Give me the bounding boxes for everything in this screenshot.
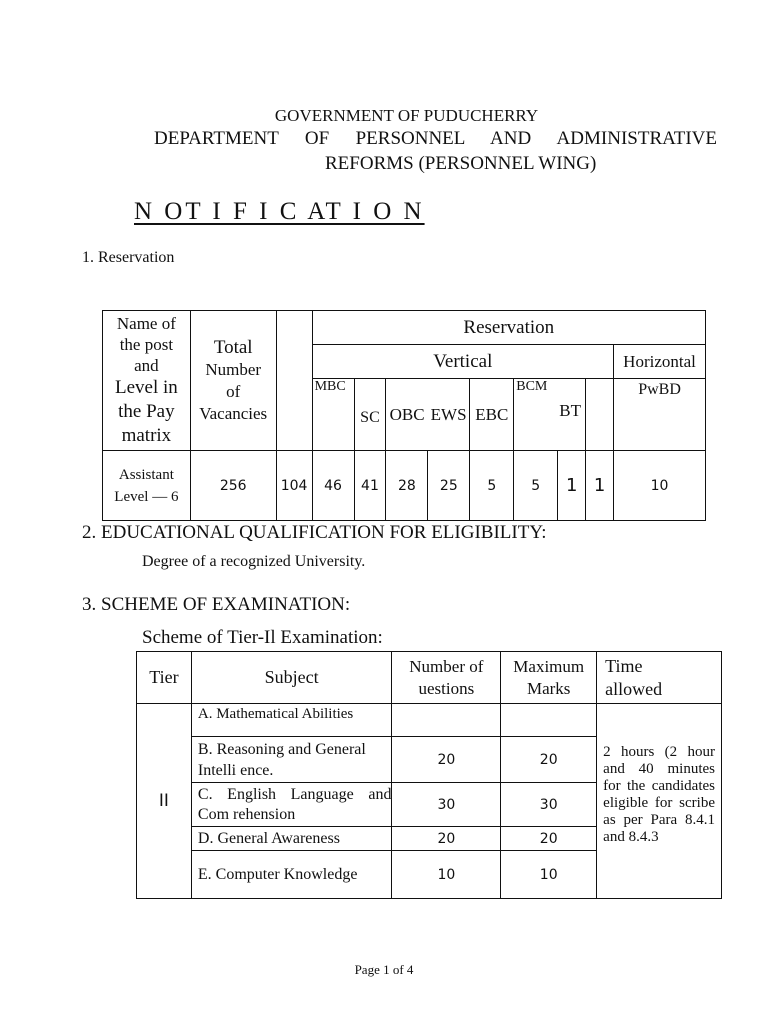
sub-pwbd: PwBD [614,379,706,451]
questions-cell: 20 [392,737,501,783]
questions-cell: 20 [392,827,501,851]
th-tier: Tier [137,652,192,704]
subject-cell: A. Mathematical Abilities [191,704,392,737]
section-reservation-heading: 1. Reservation [82,249,175,266]
sub-ebc: EBC [470,379,514,451]
sub-bcm-bt [514,379,586,451]
subject-cell: E. Computer Knowledge [191,851,392,899]
sub-ews: EWS [428,379,470,451]
blank-header-cell [276,311,312,451]
tier-cell: II [137,704,192,899]
th-marks: Maximum Marks [501,652,597,704]
sub-mbc: MBC [312,379,354,451]
section-education-heading: 2. EDUCATIONAL QUALIFICATION FOR ELIGIBILITY: [82,522,547,543]
value-cell: 104 [276,451,312,521]
questions-cell: 10 [392,851,501,899]
col-post-name: Name of the post and Level in the Pay matrix [103,311,191,451]
table-row [137,704,722,737]
value-cell: 41 [354,451,386,521]
value-cell: 25 [428,451,470,521]
table-row [103,451,706,521]
page-number: Page 1 of 4 [354,962,414,977]
value-cell: 46 [312,451,354,521]
header-wing: REFORMS (PERSONNEL WING) [325,153,597,174]
reservation-header: Reservation [312,311,705,345]
subject-cell: D. General Awareness [191,827,392,851]
horizontal-header: Horizontal [614,345,706,379]
sub-bt: BT [559,401,581,420]
sub-blank [586,379,614,451]
education-text: Degree of a recognized University. [142,553,366,570]
notification-title: N OT I F I C AT I O N [134,198,425,225]
th-subject: Subject [191,652,392,704]
th-time: Time allowed [597,652,722,704]
reservation-table [102,310,706,521]
marks-cell: 20 [501,827,597,851]
section-scheme-heading: 3. SCHEME OF EXAMINATION: [82,594,351,615]
sub-obc: OBC [386,379,428,451]
value-cell: 1 [558,451,586,521]
scheme-subheading: Scheme of Tier-Il Examination: [142,627,383,648]
post-name-cell: Assistant Level — 6 [103,451,191,521]
marks-cell: 30 [501,783,597,827]
sub-sc: SC [354,379,386,451]
header-government: GOVERNMENT OF PUDUCHERRY [274,106,539,125]
total-cell: 256 [190,451,276,521]
questions-cell: 30 [392,783,501,827]
value-cell: 1 [586,451,614,521]
value-cell: 28 [386,451,428,521]
subject-cell: B. Reasoning and General Intelli ence. [191,737,392,783]
col-total-vacancies: Total Number of Vacancies [190,311,276,451]
value-cell: 5 [514,451,558,521]
header-department: DEPARTMENT OF PERSONNEL AND ADMINISTRATIVE [154,128,717,149]
marks-cell: 20 [501,737,597,783]
scheme-table [136,651,722,899]
questions-cell [392,704,501,737]
time-allowed-cell: 2 hours (2 hour and 40 minutes for the candidates eligible for scribe as per Para 8.4.1 and 8.4.3 [597,704,722,899]
value-cell: 10 [614,451,706,521]
value-cell: 5 [470,451,514,521]
sub-bcm: BCM [516,379,548,394]
subject-cell: C. English Language and Com rehension [191,783,392,827]
vertical-header: Vertical [312,345,613,379]
marks-cell [501,704,597,737]
th-questions: Number of uestions [392,652,501,704]
marks-cell: 10 [501,851,597,899]
